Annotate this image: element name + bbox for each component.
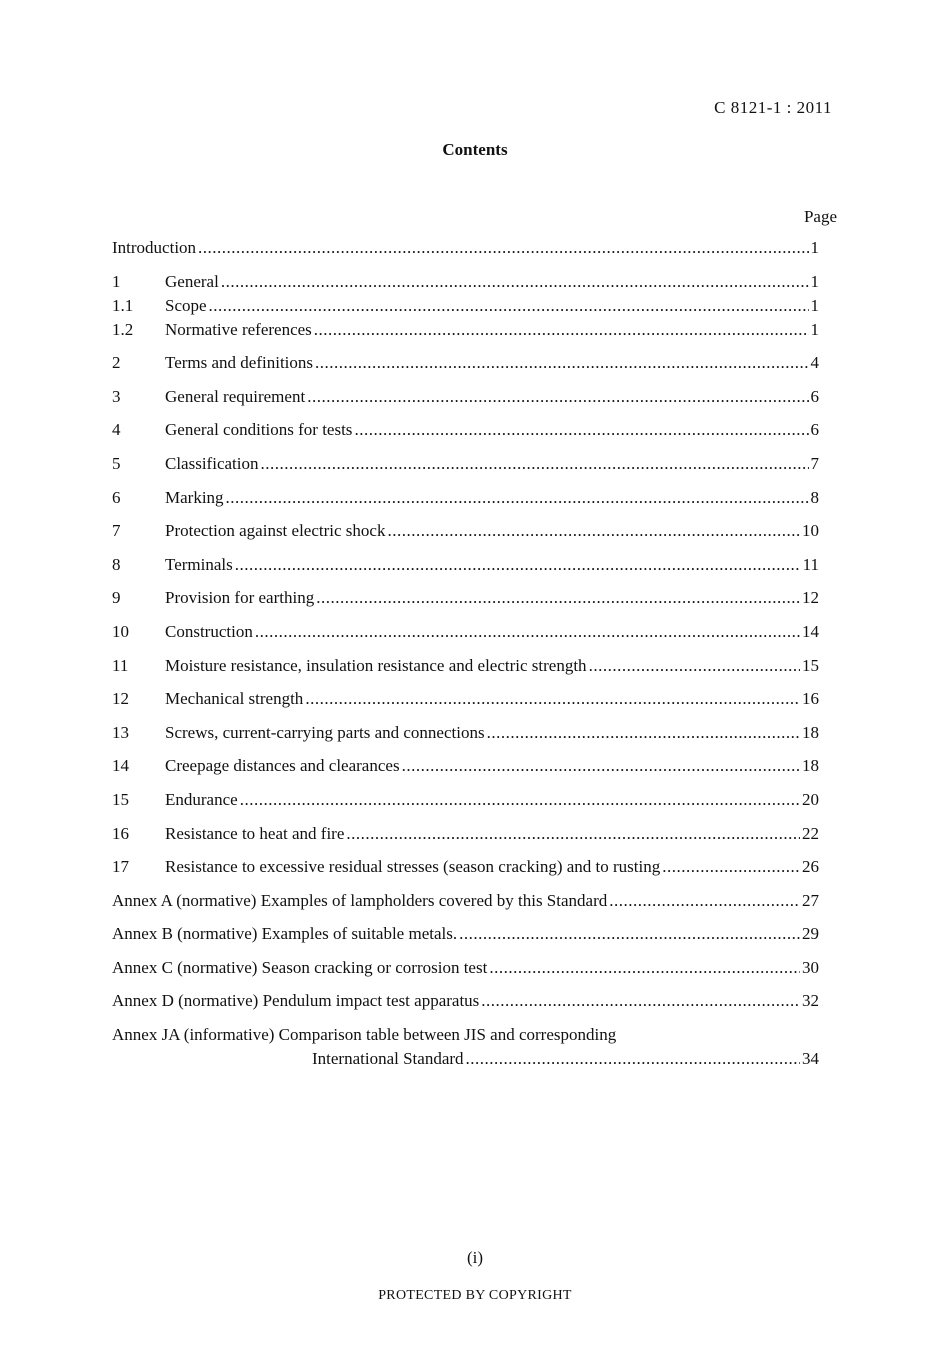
toc-entry-1-2[interactable] — [112, 318, 819, 342]
toc-entry-title: Protection against electric shock — [165, 521, 386, 541]
dot-leader — [489, 956, 800, 980]
toc-entry-annex-c[interactable] — [112, 956, 819, 980]
toc-entry-number: 10 — [112, 621, 129, 641]
dot-leader — [240, 788, 800, 812]
toc-entry-page: 27 — [802, 890, 819, 910]
toc-entry-annex-b[interactable] — [112, 922, 819, 946]
toc-entry-title: Construction — [165, 621, 253, 641]
table-of-contents — [112, 236, 819, 1071]
dot-leader — [305, 687, 800, 711]
toc-entry-number: 8 — [112, 554, 121, 574]
toc-entry-title: General requirement — [165, 386, 306, 406]
dot-leader — [609, 889, 800, 913]
dot-leader — [346, 822, 800, 846]
toc-entry-title: Screws, current-carrying parts and connections — [165, 722, 485, 742]
toc-entry-title: Annex B (normative) Examples of suitable metals. — [112, 924, 458, 944]
dot-leader — [481, 989, 800, 1013]
toc-entry-7[interactable] — [112, 519, 819, 543]
toc-entry-number: 7 — [112, 521, 121, 541]
toc-entry-page: 1 — [810, 271, 819, 291]
toc-entry-page: 29 — [802, 924, 819, 944]
toc-entry-annex-ja-line2[interactable] — [112, 1047, 819, 1071]
dot-leader — [662, 855, 800, 879]
toc-entry-title: Marking — [165, 487, 224, 507]
toc-entry-title: Resistance to excessive residual stresses (season cracking) and to rusting — [165, 857, 661, 877]
toc-entry-page: 30 — [802, 957, 819, 977]
toc-entry-2[interactable] — [112, 351, 819, 375]
toc-entry-page: 18 — [802, 722, 819, 742]
toc-entry-14[interactable] — [112, 754, 819, 778]
toc-entry-annex-a[interactable] — [112, 889, 819, 913]
page-column-heading: Page — [803, 207, 837, 226]
toc-entry-title: Mechanical strength — [165, 689, 304, 709]
dot-leader — [316, 586, 800, 610]
toc-entry-12[interactable] — [112, 687, 819, 711]
toc-entry-10[interactable] — [112, 620, 819, 644]
toc-entry-number: 4 — [112, 420, 121, 440]
toc-entry-number: 6 — [112, 487, 121, 507]
toc-entry-title: General — [165, 271, 219, 291]
toc-entry-page: 8 — [810, 487, 819, 507]
toc-entry-annex-ja-line1[interactable] — [112, 1023, 819, 1047]
toc-entry-page: 26 — [802, 857, 819, 877]
toc-entry-1-1[interactable] — [112, 294, 819, 318]
toc-entry-page: 14 — [802, 621, 819, 641]
toc-entry-page: 16 — [802, 689, 819, 709]
toc-entry-annex-d[interactable] — [112, 989, 819, 1013]
page-title: Contents — [442, 140, 508, 159]
toc-entry-title: Classification — [165, 453, 259, 473]
toc-entry-15[interactable] — [112, 788, 819, 812]
toc-entry-number: 1.1 — [112, 295, 134, 315]
document-id: C 8121-1 : 2011 — [714, 98, 832, 117]
dot-leader — [221, 270, 809, 294]
toc-entry-number: 11 — [112, 655, 129, 675]
toc-entry-13[interactable] — [112, 721, 819, 745]
dot-leader — [315, 351, 808, 375]
toc-entry-page: 6 — [810, 420, 819, 440]
toc-entry-page: 4 — [810, 353, 819, 373]
toc-entry-title: Annex JA (informative) Comparison table between JIS and corresponding — [112, 1025, 617, 1045]
toc-entry-introduction[interactable] — [112, 236, 819, 260]
toc-entry-page: 1 — [810, 319, 819, 339]
toc-entry-page: 15 — [802, 655, 819, 675]
toc-entry-title: Moisture resistance, insulation resistance and electric strength — [165, 655, 587, 675]
toc-entry-16[interactable] — [112, 822, 819, 846]
dot-leader — [387, 519, 800, 543]
toc-entry-page: 34 — [802, 1049, 819, 1069]
toc-entry-3[interactable] — [112, 385, 819, 409]
toc-entry-title: Creepage distances and clearances — [165, 756, 400, 776]
toc-entry-title: Scope — [165, 295, 207, 315]
toc-entry-title: Terminals — [165, 554, 233, 574]
toc-entry-page: 10 — [802, 521, 819, 541]
toc-entry-title: Annex A (normative) Examples of lampholders covered by this Standard — [112, 890, 608, 910]
toc-entry-4[interactable] — [112, 418, 819, 442]
toc-entry-number: 3 — [112, 386, 121, 406]
dot-leader — [226, 486, 809, 510]
toc-entry-number: 1 — [112, 271, 121, 291]
dot-leader — [589, 654, 800, 678]
toc-entry-page: 22 — [802, 823, 819, 843]
toc-entry-number: 15 — [112, 789, 129, 809]
toc-entry-page: 12 — [802, 588, 819, 608]
dot-leader — [466, 1047, 800, 1071]
toc-entry-5[interactable] — [112, 452, 819, 476]
toc-entry-number: 5 — [112, 453, 121, 473]
toc-entry-title: Annex D (normative) Pendulum impact test apparatus — [112, 991, 480, 1011]
toc-entry-title: Introduction — [112, 238, 197, 257]
dot-leader — [209, 294, 809, 318]
dot-leader — [459, 922, 800, 946]
dot-leader — [354, 418, 808, 442]
toc-entry-8[interactable] — [112, 553, 819, 577]
toc-entry-number: 13 — [112, 722, 129, 742]
toc-entry-page: 1 — [810, 295, 819, 315]
toc-entry-title: General conditions for tests — [165, 420, 353, 440]
dot-leader — [255, 620, 800, 644]
toc-entry-11[interactable] — [112, 654, 819, 678]
footer-page-number: (i) — [466, 1248, 484, 1267]
toc-entry-number: 16 — [112, 823, 129, 843]
dot-leader — [402, 754, 800, 778]
toc-entry-title: Annex C (normative) Season cracking or corrosion test — [112, 957, 488, 977]
toc-entry-number: 1.2 — [112, 319, 134, 339]
toc-entry-page: 6 — [810, 386, 819, 406]
toc-entry-17[interactable] — [112, 855, 819, 879]
toc-entry-page: 11 — [802, 554, 819, 574]
toc-entry-page: 32 — [802, 991, 819, 1011]
dot-leader — [487, 721, 800, 745]
toc-entry-page: 1 — [810, 238, 819, 257]
dot-leader — [260, 452, 808, 476]
toc-entry-number: 14 — [112, 756, 129, 776]
toc-entry-page: 20 — [802, 789, 819, 809]
copyright-notice: PROTECTED BY COPYRIGHT — [378, 1288, 572, 1303]
toc-entry-number: 17 — [112, 857, 129, 877]
dot-leader — [198, 236, 808, 260]
toc-entry-page: 7 — [810, 453, 819, 473]
toc-entry-title: Endurance — [165, 789, 238, 809]
toc-entry-1[interactable] — [112, 270, 819, 294]
toc-entry-9[interactable] — [112, 586, 819, 610]
toc-entry-title: Resistance to heat and fire — [165, 823, 345, 843]
dot-leader — [307, 385, 808, 409]
toc-entry-title: Normative references — [165, 319, 312, 339]
toc-entry-number: 2 — [112, 353, 121, 373]
toc-entry-number: 12 — [112, 689, 129, 709]
dot-leader — [235, 553, 801, 577]
toc-entry-title: Provision for earthing — [165, 588, 315, 608]
toc-entry-page: 18 — [802, 756, 819, 776]
dot-leader — [314, 318, 809, 342]
toc-entry-number: 9 — [112, 588, 121, 608]
toc-entry-title: Terms and definitions — [165, 353, 314, 373]
toc-entry-title-continuation: International Standard — [312, 1049, 464, 1069]
toc-entry-6[interactable] — [112, 486, 819, 510]
